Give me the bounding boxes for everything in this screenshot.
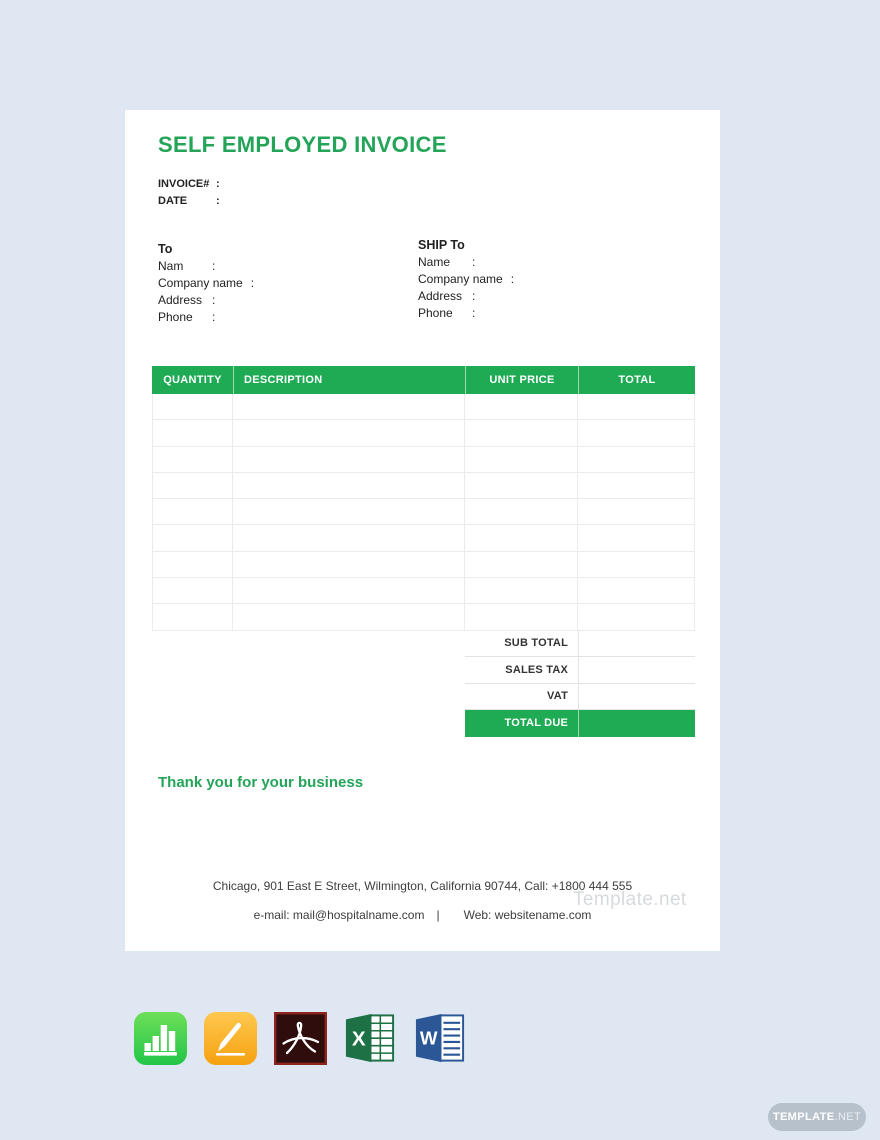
format-options — [133, 1010, 468, 1066]
item-cell — [465, 447, 578, 472]
item-cell — [465, 578, 578, 603]
item-cell — [578, 578, 695, 603]
item-row — [152, 473, 695, 499]
footer-email: e-mail: mail@hospitalname.com — [253, 908, 425, 922]
item-cell — [233, 420, 465, 445]
colon: : — [472, 255, 476, 269]
item-cell — [578, 499, 695, 524]
item-cell — [465, 394, 578, 419]
bill-to-phone-row — [158, 309, 254, 326]
adobe-pdf-icon[interactable] — [273, 1010, 328, 1066]
svg-text:X: X — [351, 1027, 366, 1051]
item-cell — [152, 420, 233, 445]
total-due-row — [465, 710, 695, 737]
item-cell — [578, 420, 695, 445]
totals-block — [465, 631, 695, 737]
footer-divider: | — [436, 908, 440, 922]
colon: : — [216, 195, 220, 207]
bill-to-name-row — [158, 258, 254, 275]
acrobat-glyph — [274, 1012, 327, 1065]
item-cell — [152, 604, 233, 629]
badge-brand: TEMPLATE — [772, 1111, 835, 1123]
item-cell — [465, 525, 578, 550]
colon: : — [212, 259, 216, 273]
field-label: Name — [418, 255, 451, 269]
field-label: Address — [418, 289, 463, 303]
item-row — [152, 420, 695, 446]
item-cell — [233, 447, 465, 472]
item-cell — [233, 552, 465, 577]
field-label: Phone — [158, 310, 193, 324]
ship-to-heading: SHIP To — [418, 238, 465, 252]
item-cell — [233, 525, 465, 550]
item-cell — [578, 525, 695, 550]
item-cell — [152, 473, 233, 498]
item-cell — [465, 499, 578, 524]
item-cell — [578, 394, 695, 419]
invoice-date-row — [158, 193, 220, 210]
ship-to-address-row — [418, 288, 514, 305]
item-row — [152, 552, 695, 578]
item-cell — [578, 447, 695, 472]
subtotal-value — [578, 631, 695, 657]
invoice-number-label: INVOICE# — [158, 178, 210, 190]
vat-value — [578, 684, 695, 710]
field-label: Address — [158, 293, 203, 307]
field-label: Phone — [418, 306, 453, 320]
item-cell — [465, 552, 578, 577]
vat-label: VAT — [547, 690, 568, 703]
item-cell — [578, 473, 695, 498]
item-cell — [465, 473, 578, 498]
item-cell — [233, 499, 465, 524]
ship-to-phone-row — [418, 305, 514, 322]
svg-text:W: W — [419, 1027, 438, 1049]
item-cell — [152, 499, 233, 524]
subtotal-row — [465, 631, 695, 658]
ship-to-name-row — [418, 254, 514, 271]
thank-you-message: Thank you for your business — [158, 774, 364, 791]
colon: : — [216, 178, 220, 190]
item-row — [152, 604, 695, 630]
colon: : — [212, 293, 216, 307]
item-cell — [233, 604, 465, 629]
invoice-title: SELF EMPLOYED INVOICE — [158, 132, 447, 157]
colon: : — [510, 272, 515, 286]
item-cell — [152, 394, 233, 419]
total-due-value — [578, 710, 695, 737]
col-header-description: DESCRIPTION — [233, 366, 465, 394]
colon: : — [250, 276, 255, 290]
item-row — [152, 578, 695, 604]
col-header-unit-price: UNIT PRICE — [465, 366, 578, 394]
invoice-meta — [158, 176, 220, 210]
item-cell — [233, 578, 465, 603]
template-net-badge — [768, 1103, 866, 1131]
footer-web: Web: websitename.com — [463, 908, 592, 922]
apple-pages-icon[interactable] — [203, 1010, 258, 1066]
field-label: Nam — [158, 259, 184, 273]
subtotal-label: SUB TOTAL — [504, 637, 568, 650]
invoice-date-label: DATE — [158, 195, 188, 207]
sales-tax-row — [465, 657, 695, 684]
sales-tax-value — [578, 657, 695, 683]
ms-excel-icon[interactable] — [343, 1010, 398, 1066]
invoice-number-row — [158, 176, 220, 193]
item-cell — [465, 420, 578, 445]
col-header-quantity: QUANTITY — [163, 374, 222, 386]
item-cell — [152, 525, 233, 550]
field-label: Company name — [418, 272, 503, 286]
total-due-label: TOTAL DUE — [504, 717, 568, 730]
sales-tax-label: SALES TAX — [505, 663, 568, 676]
colon: : — [472, 306, 476, 320]
item-cell — [465, 604, 578, 629]
item-row — [152, 447, 695, 473]
vat-row — [465, 684, 695, 711]
excel-glyph — [343, 1010, 398, 1066]
item-cell — [233, 394, 465, 419]
apple-numbers-icon[interactable] — [133, 1010, 188, 1066]
col-header-total: TOTAL — [578, 366, 695, 394]
colon: : — [212, 310, 216, 324]
word-glyph — [413, 1010, 468, 1066]
item-cell — [152, 578, 233, 603]
item-row — [152, 525, 695, 551]
footer-address-line: Chicago, 901 East E Street, Wilmington, California 90744, Call: +1800 444 555 — [212, 879, 633, 893]
colon: : — [472, 289, 476, 303]
ship-to-company-row — [418, 271, 514, 288]
item-row — [152, 394, 695, 420]
item-cell — [578, 604, 695, 629]
item-cell — [578, 552, 695, 577]
items-table-header — [152, 366, 695, 394]
bill-to-heading: To — [158, 242, 173, 256]
numbers-glyph — [134, 1012, 187, 1065]
pages-glyph — [204, 1012, 257, 1065]
bill-to-block — [158, 241, 254, 326]
item-cell — [233, 473, 465, 498]
watermark-text: Template.net — [573, 889, 687, 910]
ms-word-icon[interactable] — [413, 1010, 468, 1066]
items-table — [152, 366, 695, 737]
item-cell — [152, 552, 233, 577]
item-cell — [152, 447, 233, 472]
field-label: Company name — [158, 276, 243, 290]
bill-to-address-row — [158, 292, 254, 309]
item-row — [152, 499, 695, 525]
bill-to-company-row — [158, 275, 254, 292]
items-rows — [152, 394, 695, 631]
badge-tld: .NET — [834, 1111, 862, 1123]
invoice-preview — [125, 110, 720, 951]
ship-to-block — [418, 237, 514, 322]
